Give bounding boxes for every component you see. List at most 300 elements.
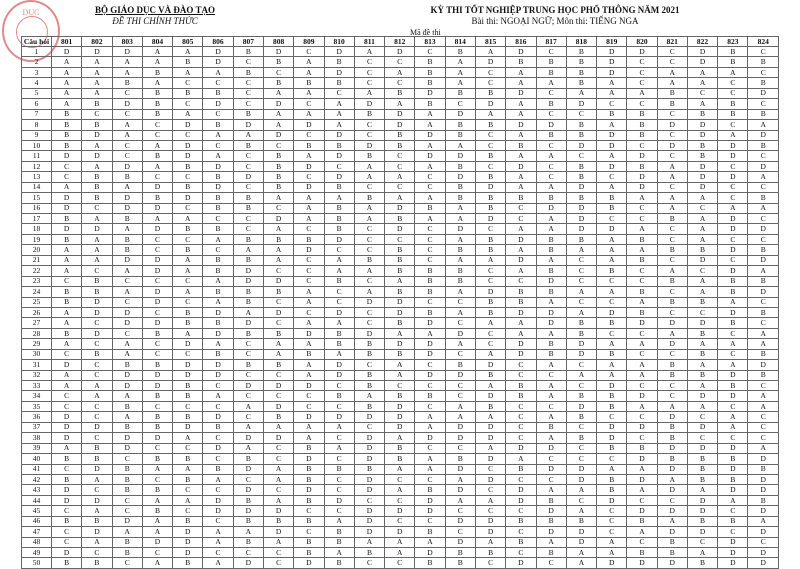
answer-cell: D [475,474,505,484]
exam-code-header: 804 [142,37,172,47]
answer-cell: D [324,360,354,370]
answer-cell: B [142,99,172,109]
answer-cell: B [385,454,415,464]
answer-cell: C [657,224,687,234]
answer-cell: B [142,193,172,203]
answer-cell: C [354,67,384,77]
answer-cell: A [597,182,627,192]
answer-cell: D [52,360,82,370]
table-row [22,67,779,77]
answer-cell: A [203,297,233,307]
answer-cell: B [82,443,112,453]
answer-cell: B [233,328,263,338]
answer-cell: A [112,391,142,401]
answer-cell: D [112,193,142,203]
answer-cell: B [233,67,263,77]
answer-cell: A [475,381,505,391]
answer-cell: B [142,151,172,161]
answer-cell: A [687,339,717,349]
answer-cell: B [112,485,142,495]
answer-cell: A [536,328,566,338]
answer-cell: C [294,506,324,516]
answer-cell: B [748,57,779,67]
answer-cell: B [748,109,779,119]
answer-cell: C [385,182,415,192]
answer-cell: D [112,370,142,380]
answer-cell: A [718,412,748,422]
table-row [22,391,779,401]
answer-cell: A [142,495,172,505]
answer-cell: B [445,245,475,255]
question-number: 18 [22,224,52,234]
answer-cell: C [52,349,82,359]
answer-cell: C [627,537,657,547]
answer-cell: D [657,140,687,150]
answer-cell: B [506,193,536,203]
answer-cell: A [415,328,445,338]
answer-cell: B [718,454,748,464]
answer-cell: C [52,172,82,182]
answer-cell: A [82,391,112,401]
answer-cell: D [445,464,475,474]
answer-cell: D [597,558,627,568]
answer-cell: A [385,464,415,474]
answer-cell: B [294,537,324,547]
answer-cell: A [657,67,687,77]
answer-cell: A [475,255,505,265]
answer-cell: D [718,151,748,161]
answer-cell: C [475,485,505,495]
answer-cell: D [748,454,779,464]
answer-cell: A [506,78,536,88]
answer-cell: B [294,349,324,359]
answer-cell: C [354,422,384,432]
answer-cell: D [657,464,687,474]
answer-cell: D [506,485,536,495]
answer-cell: D [112,443,142,453]
answer-cell: A [294,370,324,380]
answer-cell: C [203,109,233,119]
answer-cell: C [385,57,415,67]
answer-cell: B [385,88,415,98]
answer-cell: C [203,433,233,443]
answer-cell: C [263,370,293,380]
answer-cell: A [627,464,657,474]
answer-cell: A [718,67,748,77]
answer-cell: A [445,401,475,411]
answer-cell: B [233,537,263,547]
answer-cell: B [566,193,596,203]
answer-cell: A [203,276,233,286]
answer-cell: C [82,109,112,119]
answer-cell: A [173,287,203,297]
answer-cell: D [52,422,82,432]
answer-cell: A [354,161,384,171]
answer-cell: B [475,370,505,380]
answer-cell: A [597,287,627,297]
answer-cell: C [52,464,82,474]
answer-cell: A [536,255,566,265]
answer-cell: D [506,255,536,265]
answer-cell: D [536,276,566,286]
answer-cell: C [112,140,142,150]
answer-cell: C [233,57,263,67]
answer-cell: B [627,443,657,453]
exam-code-header: 805 [173,37,203,47]
answer-cell: C [627,214,657,224]
answer-cell: D [536,318,566,328]
answer-cell: D [597,495,627,505]
answer-cell: D [385,120,415,130]
answer-cell: B [536,245,566,255]
answer-cell: B [475,234,505,244]
answer-cell: D [566,339,596,349]
answer-cell: B [415,276,445,286]
answer-cell: C [748,537,779,547]
answer-cell: B [445,558,475,568]
answer-cell: B [385,130,415,140]
answer-cell: C [112,506,142,516]
answer-cell: A [324,422,354,432]
question-number: 44 [22,495,52,505]
answer-cell: C [566,109,596,119]
answer-cell: B [173,412,203,422]
answer-cell: B [566,67,596,77]
answer-cell: B [687,349,717,359]
answer-cell: B [506,297,536,307]
code-header-row [22,37,779,47]
answer-cell: B [536,349,566,359]
answer-cell: D [263,130,293,140]
answer-cell: B [324,57,354,67]
answer-cell: D [263,401,293,411]
answer-cell: D [475,182,505,192]
answer-cell: C [657,307,687,317]
answer-cell: C [294,99,324,109]
answer-cell: D [142,433,172,443]
answer-cell: A [82,67,112,77]
answer-cell: C [415,182,445,192]
answer-cell: D [657,443,687,453]
answer-cell: C [294,224,324,234]
answer-cell: B [173,182,203,192]
answer-cell: D [142,266,172,276]
answer-cell: A [263,422,293,432]
answer-cell: C [324,88,354,98]
answer-cell: C [566,495,596,505]
answer-cell: A [385,328,415,338]
answer-cell: D [718,370,748,380]
answer-cell: C [203,140,233,150]
answer-table [21,36,779,569]
answer-cell: D [415,506,445,516]
answer-cell: B [294,495,324,505]
answer-cell: A [506,266,536,276]
answer-cell: A [536,412,566,422]
answer-cell: B [597,203,627,213]
answer-cell: C [415,255,445,265]
answer-cell: D [475,433,505,443]
answer-cell: C [687,537,717,547]
answer-cell: A [294,151,324,161]
answer-cell: C [536,88,566,98]
answer-cell: A [385,433,415,443]
answer-cell: B [475,88,505,98]
answer-cell: C [627,266,657,276]
answer-cell: C [566,454,596,464]
answer-cell: B [475,297,505,307]
answer-cell: C [597,506,627,516]
answer-cell: D [445,485,475,495]
answer-cell: C [566,151,596,161]
answer-cell: C [142,548,172,558]
answer-cell: D [142,287,172,297]
exam-header [395,5,715,27]
answer-cell: B [233,47,263,57]
answer-cell: C [506,474,536,484]
answer-cell: C [536,401,566,411]
answer-cell: B [536,516,566,526]
answer-cell: A [294,203,324,213]
answer-cell: A [142,527,172,537]
table-row [22,412,779,422]
answer-cell: B [687,297,717,307]
answer-cell: B [203,349,233,359]
question-number: 22 [22,266,52,276]
answer-cell: B [112,172,142,182]
answer-cell: A [566,287,596,297]
answer-cell: A [657,401,687,411]
answer-cell: C [627,328,657,338]
answer-cell: D [52,151,82,161]
question-number: 31 [22,360,52,370]
answer-cell: B [566,516,596,526]
answer-cell: C [657,57,687,67]
answer-cell: C [173,276,203,286]
answer-cell: A [142,78,172,88]
answer-cell: A [233,401,263,411]
answer-cell: C [324,245,354,255]
answer-cell: A [445,214,475,224]
answer-cell: D [445,422,475,432]
answer-cell: D [657,412,687,422]
answer-cell: A [748,203,779,213]
answer-cell: A [82,234,112,244]
answer-cell: A [566,558,596,568]
answer-cell: C [112,495,142,505]
answer-cell: A [82,57,112,67]
answer-cell: D [536,307,566,317]
exam-code-header: 801 [52,37,82,47]
answer-cell: A [445,67,475,77]
answer-cell: C [415,360,445,370]
answer-cell: A [445,57,475,67]
answer-cell: C [415,401,445,411]
answer-cell: C [82,433,112,443]
answer-cell: C [415,234,445,244]
answer-cell: B [687,474,717,484]
answer-cell: A [203,391,233,401]
answer-cell: B [112,537,142,547]
answer-cell: C [385,474,415,484]
answer-cell: C [415,297,445,307]
answer-cell: C [324,485,354,495]
answer-cell: B [687,464,717,474]
answer-cell: C [385,495,415,505]
answer-cell: B [687,109,717,119]
answer-cell: B [536,67,566,77]
answer-cell: C [203,214,233,224]
answer-cell: D [173,120,203,130]
table-row [22,109,779,119]
answer-cell: B [173,245,203,255]
answer-cell: C [354,224,384,234]
answer-cell: B [385,443,415,453]
answer-cell: D [415,339,445,349]
answer-cell: A [203,130,233,140]
answer-cell: A [354,88,384,98]
answer-cell: D [294,485,324,495]
answer-cell: A [324,193,354,203]
answer-cell: C [718,349,748,359]
question-number: 35 [22,401,52,411]
answer-cell: A [566,370,596,380]
answer-cell: B [52,287,82,297]
answer-cell: A [142,57,172,67]
answer-cell: B [142,109,172,119]
answer-cell: B [657,360,687,370]
answer-cell: D [748,360,779,370]
answer-cell: A [385,548,415,558]
answer-cell: A [718,360,748,370]
answer-cell: A [718,130,748,140]
answer-cell: A [536,224,566,234]
seal-text: DỤC [22,8,40,17]
table-row [22,120,779,130]
table-row [22,214,779,224]
answer-cell: D [142,203,172,213]
answer-cell: B [748,245,779,255]
answer-cell: A [52,245,82,255]
answer-cell: B [173,161,203,171]
answer-cell: D [566,401,596,411]
answer-cell: C [263,485,293,495]
answer-cell: A [294,433,324,443]
answer-cell: B [415,57,445,67]
answer-cell: A [112,120,142,130]
answer-cell: A [506,130,536,140]
answer-cell: B [52,454,82,464]
answer-cell: C [475,78,505,88]
answer-cell: B [263,412,293,422]
answer-cell: D [324,172,354,182]
answer-cell: B [687,328,717,338]
answer-cell: A [52,57,82,67]
answer-cell: D [687,495,717,505]
answer-cell: C [203,485,233,495]
answer-cell: C [475,161,505,171]
answer-cell: D [203,443,233,453]
answer-cell: A [687,224,717,234]
answer-cell: B [657,433,687,443]
answer-cell: C [536,454,566,464]
question-number: 34 [22,391,52,401]
answer-cell: A [506,99,536,109]
answer-cell: B [718,318,748,328]
answer-cell: A [536,182,566,192]
answer-cell: A [173,495,203,505]
answer-cell: B [324,464,354,474]
answer-cell: C [294,172,324,182]
answer-cell: C [263,443,293,453]
question-number: 16 [22,203,52,213]
question-number: 39 [22,443,52,453]
answer-cell: A [687,99,717,109]
answer-cell: C [687,433,717,443]
answer-cell: A [294,318,324,328]
answer-cell: C [112,297,142,307]
answer-cell: A [82,506,112,516]
answer-cell: C [536,47,566,57]
answer-cell: B [112,474,142,484]
answer-cell: C [385,161,415,171]
answer-cell: A [597,120,627,130]
answer-cell: B [445,193,475,203]
answer-cell: D [445,224,475,234]
answer-cell: D [324,370,354,380]
answer-cell: C [173,99,203,109]
answer-cell: C [324,161,354,171]
table-row [22,287,779,297]
answer-cell: B [112,214,142,224]
answer-cell: C [233,151,263,161]
answer-cell: B [324,537,354,547]
answer-cell: D [506,349,536,359]
answer-cell: C [627,203,657,213]
answer-cell: C [142,401,172,411]
answer-cell: A [354,47,384,57]
answer-cell: A [718,422,748,432]
answer-cell: D [294,161,324,171]
question-number: 15 [22,193,52,203]
answer-cell: A [718,297,748,307]
answer-cell: D [142,537,172,547]
answer-cell: A [52,307,82,317]
answer-cell: B [597,485,627,495]
answer-cell: A [687,401,717,411]
answer-cell: A [566,245,596,255]
answer-cell: D [82,422,112,432]
answer-cell: B [445,130,475,140]
answer-cell: A [748,120,779,130]
answer-cell: B [536,339,566,349]
answer-cell: D [475,516,505,526]
answer-cell: C [354,120,384,130]
answer-cell: B [142,67,172,77]
answer-cell: D [506,120,536,130]
answer-cell: B [112,422,142,432]
table-row [22,422,779,432]
answer-cell: B [203,172,233,182]
answer-cell: B [475,307,505,317]
answer-cell: C [597,214,627,224]
answer-cell: A [566,506,596,516]
answer-cell: B [536,266,566,276]
exam-code-header: 806 [203,37,233,47]
answer-cell: D [203,495,233,505]
answer-cell: A [294,339,324,349]
table-row [22,495,779,505]
